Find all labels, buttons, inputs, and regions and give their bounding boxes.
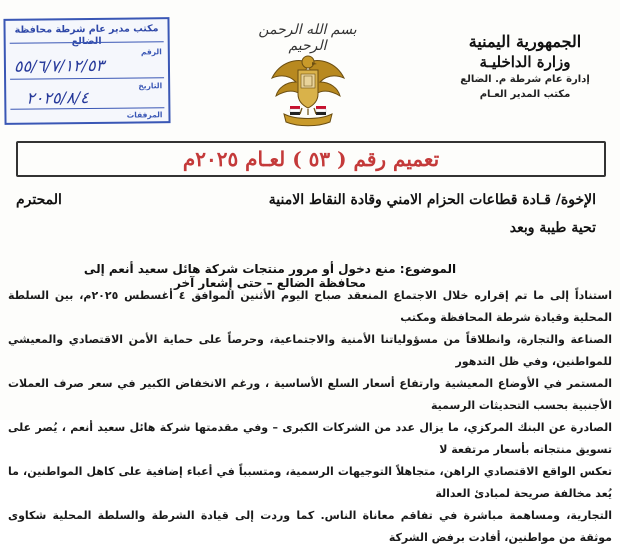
ministry-name: وزارة الداخليـة — [479, 53, 571, 71]
addressee-honorific: المحترم — [16, 192, 62, 208]
subject-line: الموضوع: منع دخول أو مرور منتجات شركة هائل سعيد أنعم إلى محافظة الضالع – حتى إشعار آخر — [83, 262, 457, 290]
basmala: بسم الله الرحمن الرحيم — [258, 22, 357, 54]
incoming-stamp — [3, 17, 170, 125]
stamp-divider — [10, 77, 164, 80]
body-line: الصادرة عن البنك المركزي، ما يزال عدد من الشركات الكبرى – وفي مقدمتها شركة هائل سعيد أنعم ، يُصر على تسويق منتجاته بأسعار مرتفعة لا — [8, 421, 612, 456]
country-name: الجمهورية اليمنية — [468, 32, 582, 51]
body-line: تعكس الواقع الاقتصادي الراهن، متجاهلاً التوجيهات الرسمية، ومتسبباً في أعباء إضافية على كاهل المواطنين، ما يُعد مخالفة صريحة لمبادئ العدالة — [8, 465, 612, 500]
stamp-label-date: التاريخ — [138, 81, 163, 91]
department-name: إدارة عام شرطة م. الضالع — [460, 74, 590, 85]
body-line: استناداً إلى ما تم إقراره خلال الاجتماع المنعقد صباح اليوم الأثنين الموافق ٤ أغسطس ٢٠٢٥م، بين السلطة المحلية وقيادة شرطة المحافظة ومكتب — [8, 289, 612, 324]
circular-title-box — [16, 141, 606, 177]
stamp-handwritten-ref: ٥٥/٦/٧/١٢/٥٣ — [13, 55, 105, 76]
body-line: المستمر في الأوضاع المعيشية وارتفاع أسعار السلع الأساسية ، ورغم الانخفاض الكبير في سعر صرف العملات الأجنبية بحسب التحديثات الرسمية — [8, 377, 612, 412]
stamp-label-ref: الرقم — [140, 47, 162, 57]
stamp-divider — [10, 107, 164, 110]
stamp-label-attachments: المرفقات — [126, 110, 163, 120]
greeting: تحية طيبة وبعد — [509, 220, 596, 236]
body-text — [8, 285, 612, 549]
circular-title: تعميم رقم ( ٥٣ ) لعـام ٢٠٢٥م — [182, 147, 440, 171]
office-name: مكتب المدير العـام — [479, 89, 571, 100]
header-block — [440, 32, 610, 102]
body-line: التجارية، ومساهمة مباشرة في تفاقم معاناة الناس. كما وردت إلى قيادة الشرطة والسلطة المحلية شكاوى موثقة من مواطنين، أفادت برفض الشركة — [8, 509, 612, 544]
stamp-title: مكتب مدير عام شرطة محافظة — [14, 23, 159, 36]
addressee — [16, 190, 596, 210]
yemen-eagle-emblem-icon — [268, 48, 348, 136]
addressee-text: الإخوة/ قـادة قطاعات الحزام الامني وقادة النقاط الامنية — [268, 192, 596, 208]
stamp-handwritten-date: ٢٠٢٥/٨/٤ — [26, 87, 89, 108]
body-line: الصناعة والتجارة، وانطلاقاً من مسؤولياتنا الأمنية والاجتماعية، وحرصاً على حماية الأمن الاقتصادي والمعيشي للمواطنين، وفي ظل التدهور — [8, 333, 612, 368]
